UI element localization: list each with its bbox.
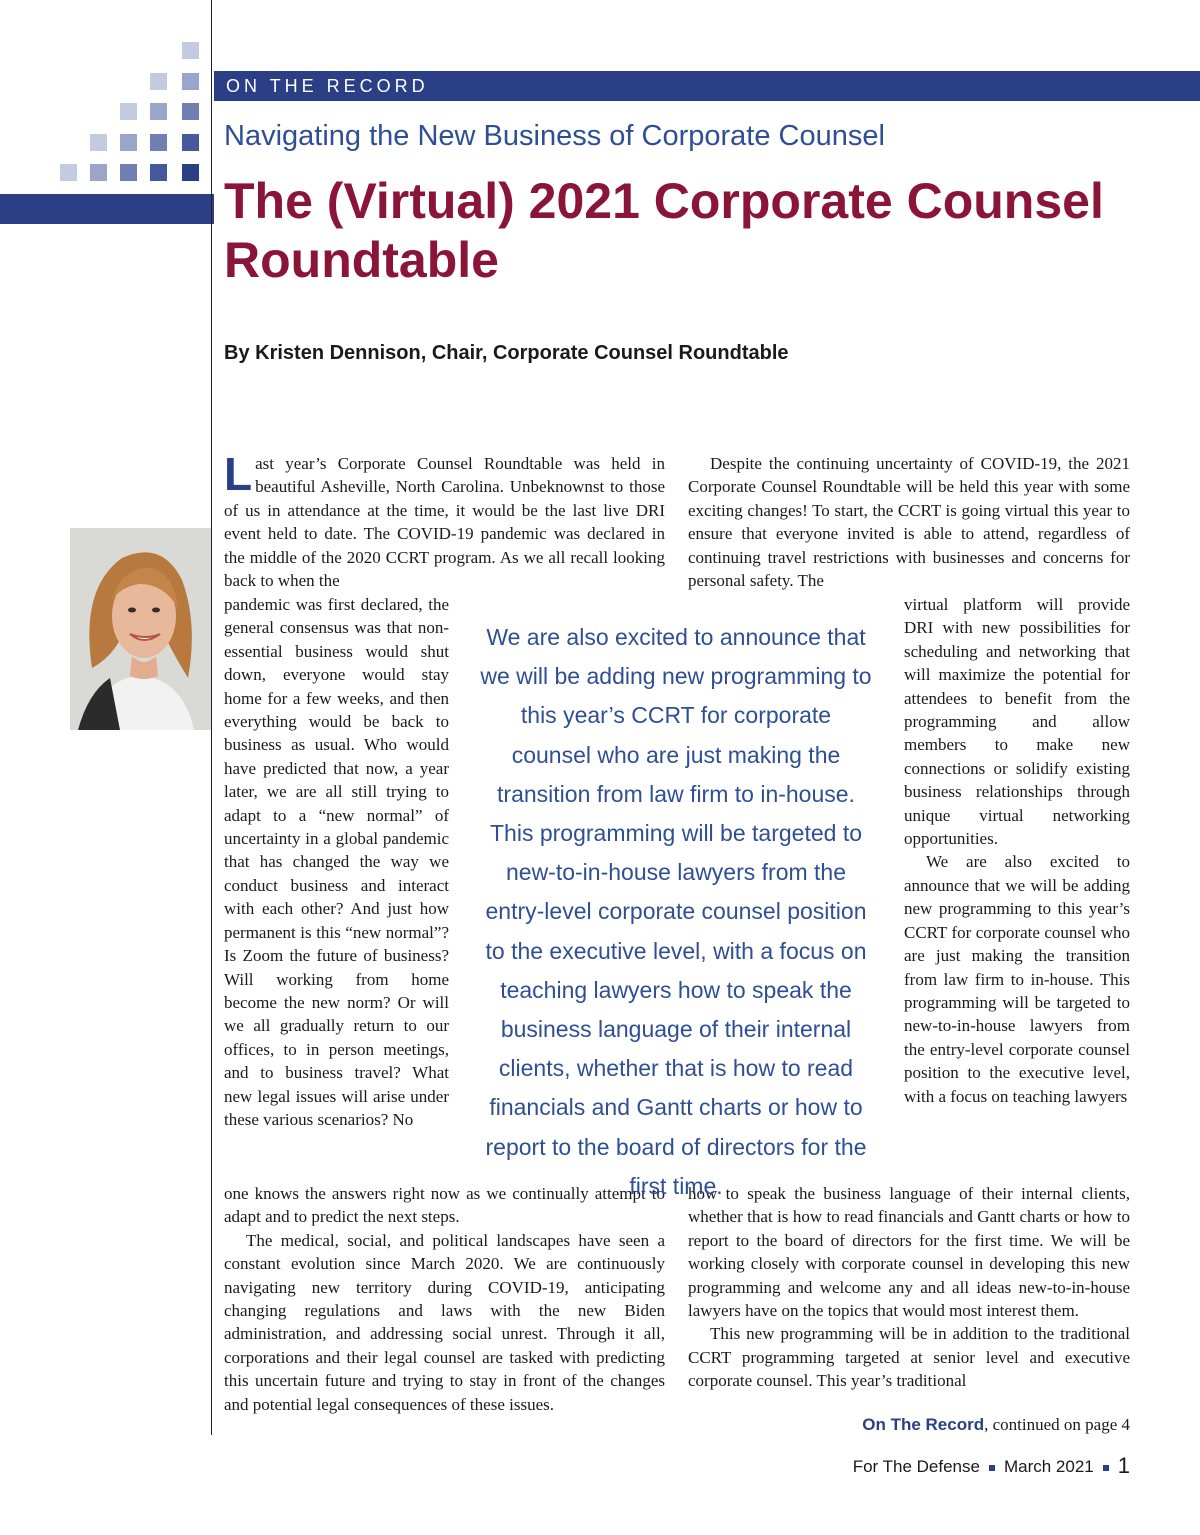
article-subtitle: Navigating the New Business of Corporate Counsel bbox=[224, 120, 885, 152]
article-paragraph: virtual platform will provide DRI with new possibilities for scheduling and networking that will maximize the potential for attendees to benefit from the programming and allow members to make new connections or solidify existing business relationships through unique virtual networking opportunities. bbox=[904, 595, 1130, 849]
article-col1-top bbox=[224, 448, 665, 592]
continued-note bbox=[862, 1415, 1130, 1435]
footer-bullet-icon bbox=[989, 1465, 995, 1471]
continued-text: , continued on page 4 bbox=[984, 1415, 1130, 1434]
article-paragraph: one knows the answers right now as we continually attempt to adapt and to predict the next steps. bbox=[224, 1184, 665, 1227]
section-kicker: ON THE RECORD bbox=[226, 76, 429, 96]
article-col1-bottom bbox=[224, 1182, 665, 1416]
article-paragraph: Despite the continuing uncertainty of COVID-19, the 2021 Corporate Counsel Roundtable will be held this year with some exciting changes! To start, the CCRT is going virtual this year to ensure that everyone invited is able to attend, regardless of continuing travel restrictions with businesses and concerns for personal safety. The bbox=[688, 454, 1130, 591]
left-accent-band bbox=[0, 194, 214, 224]
article-title: The (Virtual) 2021 Corporate Counsel Roundtable bbox=[224, 173, 1104, 288]
author-photo bbox=[70, 528, 211, 730]
footer-bullet-icon bbox=[1103, 1465, 1109, 1471]
article-paragraph: ast year’s Corporate Counsel Roundtable was held in beautiful Asheville, North Carolina. Unbeknownst to those of us in attendance at the time, it would be the last live DRI event held to date. The COVID-19 pandemic was declared in the middle of the 2020 CCRT program. As we all recall looking back to when the bbox=[224, 454, 665, 591]
article-col2-top bbox=[688, 452, 1130, 592]
article-col2-wrap bbox=[904, 593, 1130, 1108]
article-col2-bottom bbox=[688, 1182, 1130, 1393]
article-paragraph: pandemic was first declared, the general consensus was that non-essential business would shut down, everyone would stay home for a few weeks, and then everything would be back to business as usual. Who would have predicted that now, a year later, we are all still trying to adapt to a “new normal” of uncertainty in a global pandemic that has changed the way we conduct business and interact with each other? And just how permanent is this “new normal”? Is Zoom the future of business? Will working from home become the new norm? Or will we all gradually return to our offices, to in person meetings, and to business travel? What new legal issues will arise under these various scenarios? No bbox=[224, 595, 449, 1129]
page-footer bbox=[853, 1453, 1130, 1479]
column-rule bbox=[211, 0, 212, 1435]
continued-label: On The Record bbox=[862, 1415, 985, 1434]
article-paragraph: how to speak the business language of their internal clients, whether that is how to read financials and Gantt charts or how to report to the board of directors for the first time. We will be working closely with corporate counsel in developing this new programming and welcome any and all ideas new-to-in-house lawyers have on the topics that would most interest them. bbox=[688, 1184, 1130, 1321]
article-paragraph: The medical, social, and political landscapes have seen a constant evolution since March 2020. We are continuously navigating new territory during COVID-19, anticipating changing regulations and laws with the new Biden administration, and addressing social unrest. Through it all, corporations and their legal counsel are tasked with predicting this uncertain future and trying to stay in front of the changes and potential legal consequences of these issues. bbox=[224, 1230, 665, 1414]
article-col1-wrap bbox=[224, 593, 449, 1131]
byline: By Kristen Dennison, Chair, Corporate Counsel Roundtable bbox=[224, 342, 789, 364]
issue-date: March 2021 bbox=[1003, 1457, 1094, 1476]
page-number: 1 bbox=[1117, 1453, 1130, 1478]
article-paragraph: This new programming will be in addition to the traditional CCRT programming targeted at senior level and executive corporate counsel. This year’s traditional bbox=[688, 1324, 1130, 1391]
drop-cap: L bbox=[224, 448, 253, 500]
article-paragraph: We are also excited to announce that we will be adding new programming to this year’s CCRT for corporate counsel who are just making the transition from law firm to in-house. This programming will be targeted to new-to-in-house lawyers from the entry-level corporate counsel position to the executive level, with a focus on teaching lawyers bbox=[904, 852, 1130, 1106]
publication-name: For The Defense bbox=[852, 1457, 980, 1476]
pull-quote: We are also excited to announce that we will be adding new programming to this year’s CCRT for corporate counsel who are just making the transition from law firm to in-house. This programming will be targeted to new-to-in-house lawyers from the entry-level corporate counsel position to the executive level, with a focus on teaching lawyers how to speak the business language of their internal clients, whether that is how to read financials and Gantt charts or how to report to the board of directors for the first time. bbox=[480, 624, 872, 1199]
